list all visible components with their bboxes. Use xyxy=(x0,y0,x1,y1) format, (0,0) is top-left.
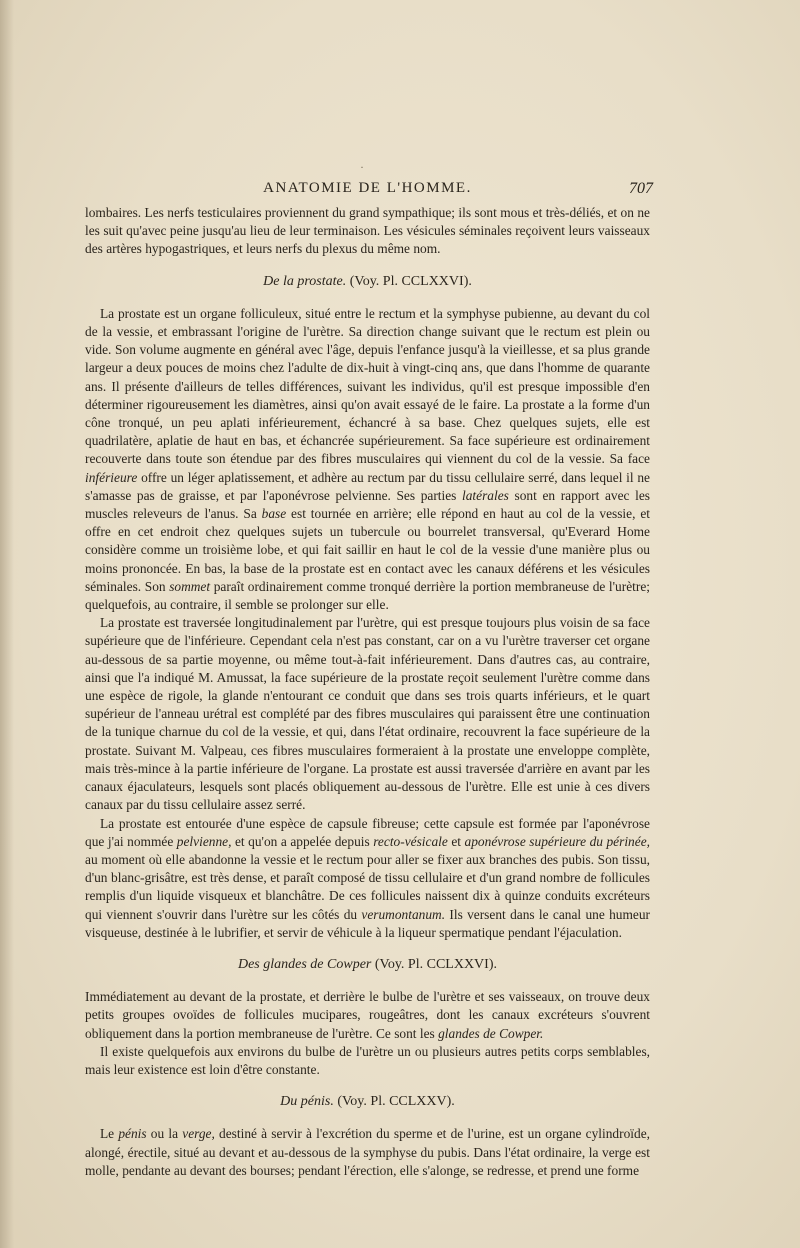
text-run: destiné à servir à l'excrétion du sperme et de l'urine, est un organe cylindroïde, alongé, érectile, situé au devant et au-dessous de la symphyse du pubis. Dans l'état ordinaire, la verge est molle, pendante au devant des bourses; pendant l'érection, elle s'alonge, se redresse, et prend une forme xyxy=(85,1126,650,1178)
paragraph xyxy=(85,305,650,614)
italic-term: verge, xyxy=(182,1126,215,1142)
paragraph: Il existe quelquefois aux environs du bulbe de l'urètre un ou plusieurs autres petits corps semblables, mais leur existence est loin d'être constante. xyxy=(85,1043,650,1077)
section-title: De la prostate. xyxy=(263,273,347,289)
paragraph xyxy=(85,815,650,942)
body-text xyxy=(85,204,650,1180)
text-run: ou la xyxy=(146,1126,183,1142)
italic-term: base xyxy=(261,506,287,522)
plate-reference: (Voy. Pl. CCLXXVI). xyxy=(371,956,497,972)
ink-speck: · xyxy=(360,160,364,174)
text-run: paraît ordinairement comme tronqué derrière la portion membraneuse de l'urètre; quelquefois, au contraire, il semble se prolonger sur elle. xyxy=(85,578,650,613)
italic-term: glandes de Cowper. xyxy=(438,1025,544,1041)
section-heading-cowper xyxy=(85,956,650,974)
paragraph xyxy=(85,988,650,1043)
paragraph-intro: lombaires. Les nerfs testiculaires proviennent du grand sympathique; ils sont mous et très-déliés, et on ne les suit qu'avec peine jusqu'au lieu de leur terminaison. Les vésicules séminales reçoivent leurs vaisseaux des artères hypogastriques, et leurs nerfs du plexus du même nom. xyxy=(85,205,650,257)
page-number: 707 xyxy=(629,180,653,197)
running-title: ANATOMIE DE L'HOMME. xyxy=(263,180,472,196)
plate-reference: (Voy. Pl. CCLXXVI). xyxy=(346,273,472,289)
italic-term: pelvienne, xyxy=(176,833,232,849)
italic-term: verumontanum. xyxy=(361,906,446,922)
text-run: Le xyxy=(100,1126,119,1142)
text-run: et qu'on a appelée depuis xyxy=(231,833,374,849)
text-run: offre un léger aplatissement, et adhère au rectum par du tissu cellulaire serré, dans lequel il ne s'amasse pas de graisse, et par l'aponévrose pelvienne. Ses parties xyxy=(85,469,650,503)
section-title: Du pénis. xyxy=(280,1094,334,1110)
text-run: est tournée en arrière; elle répond en haut au col de la vessie, et offre en cet endroit chez quelques sujets un tubercule ou bourrelet transversal, qu'Everard Home considère comme un troisième lobe, et qui fait saillir en haut le col de la vessie d'une manière plus ou moins prononcée. En bas, la base de la prostate est en contact avec les canaux déférens et les vésicules séminales. Son xyxy=(85,506,650,594)
italic-term: recto-vésicale xyxy=(373,833,448,849)
text-run: Ils versent dans le canal une humeur visqueuse, destinée à le lubrifier, et servir de véhicule à la liqueur spermatique pendant l'éjaculation. xyxy=(85,906,650,940)
paragraph xyxy=(85,1125,650,1180)
text-run: sont en rapport avec les muscles releveurs de l'anus. Sa xyxy=(85,487,650,522)
section-title: Des glandes de Cowper xyxy=(237,956,372,972)
gutter-shadow xyxy=(0,0,14,1248)
italic-term: pénis xyxy=(118,1126,147,1142)
italic-term: inférieure xyxy=(85,469,138,485)
text-run: et xyxy=(447,833,465,849)
section-heading-prostate xyxy=(85,273,650,291)
italic-term: sommet xyxy=(169,578,211,594)
text-run: La prostate est un organe folliculeux, situé entre le rectum et la symphyse pubienne, au devant du col de la vessie, et embrassant l'origine de l'urètre. Sa direction change suivant que le rectum est plein ou vide. Son volume augmente en général avec l'âge, depuis l'enfance jusqu'à la vieillesse, et sa plus grande largeur a deux pouces de moins chez l'adulte de dix-huit à vingt-cinq ans, que dans l'homme de quarante ans. Il présente d'ailleurs de telles différences, suivant les individus, qu'il est presque impossible d'en déterminer rigoureusement les diamètres, ainsi qu'on avait essayé de le faire. La prostate a la forme d'un cône tronqué, un peu aplati inférieurement, échancré à sa base. Chez quelques sujets, elle est quadrilatère, aplatie de haut en bas, et échancrée supérieurement. Sa face supérieure est ordinairement recouverte dans toute son étendue par des fibres musculaires qui viennent du col de la vessie. Sa face xyxy=(85,305,650,467)
running-head xyxy=(85,180,653,202)
italic-term: aponévrose supérieure du périnée, xyxy=(464,833,650,849)
paragraph: La prostate est traversée longitudinalement par l'urètre, qui est presque toujours plus voisin de sa face supérieure que de l'inférieure. Cependant cela n'est pas constant, car on a vu l'urètre traverser cet organe au-dessous de sa partie moyenne, ou même tout-à-fait inférieurement. Dans d'autres cas, au contraire, ainsi que l'a indiqué M. Amussat, la face supérieure de la prostate reçoit seulement l'urètre comme dans une espèce de rigole, la glande n'entourant ce conduit que dans ses trois quarts inférieurs, et le quart supérieur de l'anneau urétral est complété par des fibres musculaires qui paraissent être une continuation de la tunique charnue du col de la vessie, et qui, dans l'état ordinaire, recouvrent la face supérieure de la prostate. Suivant M. Valpeau, ces fibres musculaires formeraient à la prostate une enveloppe complète, mais très-mince à la partie inférieure de l'organe. La prostate est aussi traversée d'arrière en avant par les canaux éjaculateurs, lesquels sont placés obliquement au-dessous de l'urètre. Elle est unie à ces divers canaux par du tissu cellulaire assez serré. xyxy=(85,615,650,813)
section-heading-penis xyxy=(85,1093,650,1111)
text-run: Immédiatement au devant de la prostate, et derrière le bulbe de l'urètre et ses vaisseaux, on trouve deux petits groupes ovoïdes de follicules mucipares, rougeâtres, dont les canaux excréteurs s'ouvrent obliquement dans la portion membraneuse de l'urètre. Ce sont les xyxy=(85,989,650,1041)
text-run: au moment où elle abandonne la vessie et le rectum pour aller se fixer aux branches des pubis. Son tissu, d'un blanc-grisâtre, est très dense, et paraît composé de tissu cellulaire et d'un grand nombre de follicules remplis d'un liquide visqueux et blanchâtre. De ces follicules naissent dix à quinze conduits excréteurs qui viennent s'ouvrir dans l'urètre sur les côtés du xyxy=(85,851,650,922)
italic-term: latérales xyxy=(462,487,509,503)
text-run: La prostate est entourée d'une espèce de capsule fibreuse; cette capsule est formée par l'aponévrose que j'ai nommée xyxy=(85,815,650,849)
plate-reference: (Voy. Pl. CCLXXV). xyxy=(333,1094,455,1110)
